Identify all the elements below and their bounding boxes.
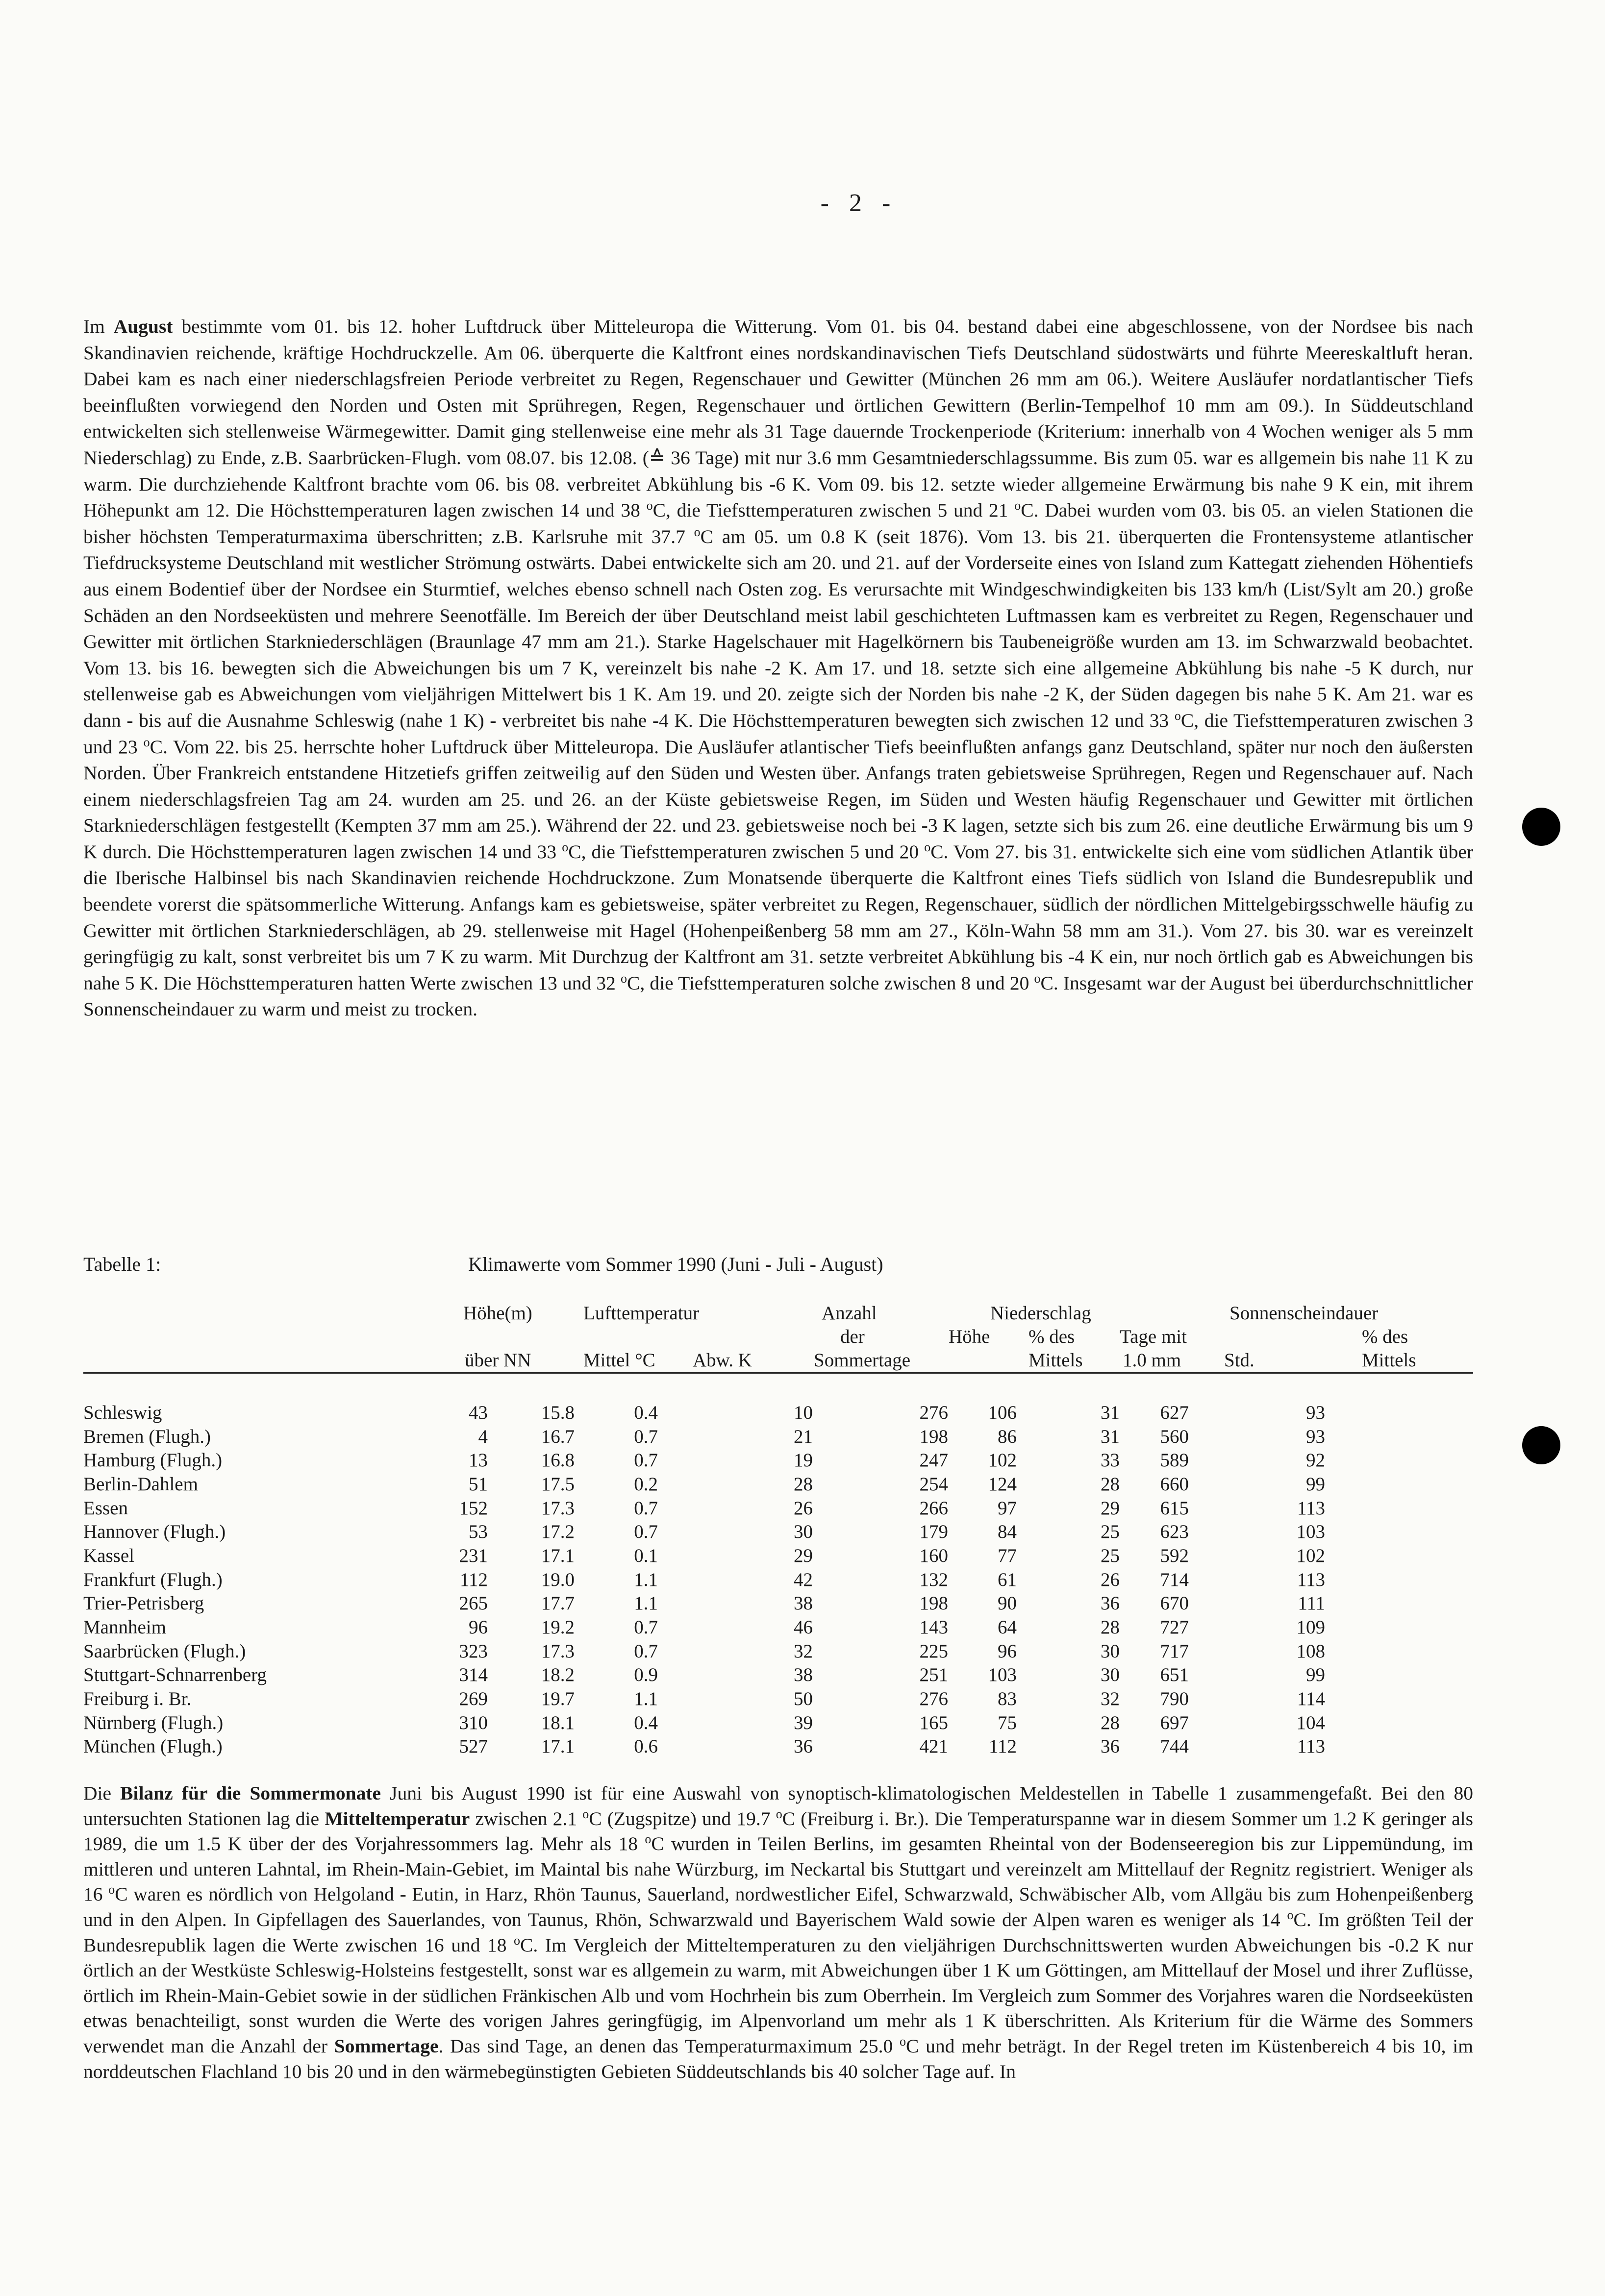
value-cell: 198: [919, 1426, 948, 1447]
value-cell: 17.5: [541, 1473, 575, 1495]
header-sonne-pct-des: % des: [1362, 1326, 1408, 1347]
table-row: [83, 1496, 1325, 1520]
value-cell: 36: [1101, 1736, 1120, 1757]
value-cell: 152: [459, 1497, 488, 1519]
value-cell: 15.8: [541, 1402, 575, 1423]
header-pct-des: % des: [1028, 1326, 1075, 1347]
station-name-cell: Mannheim: [83, 1617, 166, 1638]
punch-hole: [1522, 808, 1560, 846]
value-cell: 31: [1101, 1426, 1120, 1447]
value-cell: 113: [1297, 1569, 1325, 1590]
value-cell: 108: [1296, 1640, 1325, 1662]
header-abw: Abw. K: [693, 1350, 752, 1371]
value-cell: 114: [1297, 1688, 1325, 1710]
value-cell: 102: [1296, 1545, 1325, 1566]
table-row: [83, 1568, 1325, 1592]
table-caption: Klimawerte vom Sommer 1990 (Juni - Juli - August): [468, 1253, 883, 1275]
value-cell: 124: [988, 1473, 1017, 1495]
value-cell: 0.9: [634, 1664, 658, 1686]
value-cell: 660: [1160, 1473, 1189, 1495]
value-cell: 93: [1306, 1426, 1325, 1447]
value-cell: 0.7: [634, 1640, 658, 1662]
value-cell: 1.1: [634, 1569, 658, 1590]
header-niederschlag-hoehe: Höhe: [949, 1326, 990, 1347]
value-cell: 160: [919, 1545, 948, 1566]
value-cell: 179: [919, 1521, 948, 1543]
value-cell: 19.2: [541, 1617, 575, 1638]
value-cell: 28: [794, 1473, 813, 1495]
header-anzahl: Anzahl: [822, 1303, 877, 1324]
value-cell: 727: [1160, 1617, 1189, 1638]
climate-table: [83, 1401, 1325, 1758]
value-cell: 25: [1101, 1545, 1120, 1566]
value-cell: 19: [794, 1450, 813, 1471]
punch-hole: [1522, 1426, 1560, 1464]
value-cell: 26: [1101, 1569, 1120, 1590]
value-cell: 104: [1296, 1712, 1325, 1733]
station-name-cell: Bremen (Flugh.): [83, 1426, 211, 1447]
value-cell: 10: [794, 1402, 813, 1423]
value-cell: 106: [988, 1402, 1017, 1423]
value-cell: 39: [794, 1712, 813, 1733]
station-name-cell: Hannover (Flugh.): [83, 1521, 226, 1543]
header-lufttemperatur: Lufttemperatur: [583, 1303, 700, 1324]
value-cell: 75: [998, 1712, 1017, 1733]
value-cell: 560: [1160, 1426, 1189, 1447]
value-cell: 84: [998, 1521, 1017, 1543]
station-name-cell: Stuttgart-Schnarrenberg: [83, 1664, 267, 1686]
value-cell: 592: [1160, 1545, 1189, 1566]
header-mittel: Mittel °C: [583, 1350, 655, 1371]
value-cell: 1.1: [634, 1688, 658, 1710]
value-cell: 111: [1298, 1593, 1325, 1614]
value-cell: 103: [1296, 1521, 1325, 1543]
table-row: [83, 1615, 1325, 1639]
value-cell: 310: [459, 1712, 488, 1733]
sommertage-term: Sommertage: [334, 2035, 439, 2057]
header-hoehe: Höhe(m): [463, 1303, 532, 1324]
corresponds-symbol: ≙: [649, 446, 666, 469]
value-cell: 113: [1297, 1497, 1325, 1519]
station-name-cell: Schleswig: [83, 1402, 162, 1423]
header-pct-mittels: Mittels: [1028, 1350, 1083, 1371]
table-row: [83, 1735, 1325, 1759]
value-cell: 28: [1101, 1473, 1120, 1495]
value-cell: 0.7: [634, 1617, 658, 1638]
value-cell: 697: [1160, 1712, 1189, 1733]
value-cell: 0.7: [634, 1521, 658, 1543]
value-cell: 276: [919, 1402, 948, 1423]
page-number: - 2 -: [820, 189, 898, 217]
value-cell: 102: [988, 1450, 1017, 1471]
value-cell: 42: [794, 1569, 813, 1590]
value-cell: 314: [459, 1664, 488, 1686]
value-cell: 18.2: [541, 1664, 575, 1686]
value-cell: 19.7: [541, 1688, 575, 1710]
bilanz-heading: Bilanz für die Sommermonate: [120, 1782, 381, 1804]
value-cell: 231: [459, 1545, 488, 1566]
value-cell: 421: [919, 1736, 948, 1757]
station-name-cell: Hamburg (Flugh.): [83, 1450, 223, 1471]
value-cell: 714: [1160, 1569, 1189, 1590]
station-name-cell: Trier-Petrisberg: [83, 1593, 204, 1614]
value-cell: 32: [1101, 1688, 1120, 1710]
station-name-cell: Berlin-Dahlem: [83, 1473, 198, 1495]
value-cell: 53: [469, 1521, 488, 1543]
value-cell: 109: [1296, 1617, 1325, 1638]
value-cell: 50: [794, 1688, 813, 1710]
value-cell: 31: [1101, 1402, 1120, 1423]
mitteltemperatur-term: Mitteltemperatur: [325, 1807, 470, 1829]
value-cell: 93: [1306, 1402, 1325, 1423]
station-name-cell: Essen: [83, 1497, 128, 1519]
header-niederschlag: Niederschlag: [990, 1303, 1091, 1324]
value-cell: 1.1: [634, 1593, 658, 1614]
header-rule: [83, 1372, 1473, 1374]
value-cell: 198: [919, 1593, 948, 1614]
value-cell: 0.4: [634, 1402, 658, 1423]
value-cell: 28: [1101, 1712, 1120, 1733]
value-cell: 26: [794, 1497, 813, 1519]
value-cell: 651: [1160, 1664, 1189, 1686]
value-cell: 38: [794, 1593, 813, 1614]
station-name-cell: Nürnberg (Flugh.): [83, 1712, 224, 1733]
value-cell: 623: [1160, 1521, 1189, 1543]
value-cell: 38: [794, 1664, 813, 1686]
month-heading: August: [113, 316, 173, 337]
header-tage-mit: Tage mit: [1120, 1326, 1187, 1347]
value-cell: 18.1: [541, 1712, 575, 1733]
table-row: [83, 1425, 1325, 1449]
value-cell: 790: [1160, 1688, 1189, 1710]
value-cell: 97: [998, 1497, 1017, 1519]
value-cell: 143: [919, 1617, 948, 1638]
value-cell: 17.1: [541, 1545, 575, 1566]
table-row: [83, 1472, 1325, 1496]
value-cell: 112: [988, 1736, 1017, 1757]
table-row: [83, 1592, 1325, 1616]
value-cell: 29: [794, 1545, 813, 1566]
value-cell: 83: [998, 1688, 1017, 1710]
table-row: [83, 1520, 1325, 1544]
header-std: Std.: [1224, 1350, 1254, 1371]
station-name-cell: Saarbrücken (Flugh.): [83, 1640, 246, 1662]
header-sommertage: Sommertage: [814, 1350, 911, 1371]
station-name-cell: Freiburg i. Br.: [83, 1688, 192, 1710]
value-cell: 13: [469, 1450, 488, 1471]
value-cell: 0.4: [634, 1712, 658, 1733]
value-cell: 17.2: [541, 1521, 575, 1543]
table-row: [83, 1687, 1325, 1711]
table-row: [83, 1448, 1325, 1472]
table-row: [83, 1711, 1325, 1735]
value-cell: 30: [1101, 1640, 1120, 1662]
table-row: [83, 1663, 1325, 1687]
value-cell: 19.0: [541, 1569, 575, 1590]
value-cell: 276: [919, 1688, 948, 1710]
value-cell: 0.7: [634, 1450, 658, 1471]
value-cell: 0.7: [634, 1426, 658, 1447]
value-cell: 99: [1306, 1473, 1325, 1495]
value-cell: 25: [1101, 1521, 1120, 1543]
station-name-cell: München (Flugh.): [83, 1736, 223, 1757]
value-cell: 17.3: [541, 1497, 575, 1519]
value-cell: 0.6: [634, 1736, 658, 1757]
header-ueber-nn: über NN: [465, 1350, 531, 1371]
value-cell: 51: [469, 1473, 488, 1495]
value-cell: 96: [998, 1640, 1017, 1662]
value-cell: 717: [1160, 1640, 1189, 1662]
value-cell: 0.2: [634, 1473, 658, 1495]
value-cell: 132: [919, 1569, 948, 1590]
value-cell: 30: [1101, 1664, 1120, 1686]
value-cell: 269: [459, 1688, 488, 1710]
value-cell: 36: [1101, 1593, 1120, 1614]
value-cell: 247: [919, 1450, 948, 1471]
value-cell: 32: [794, 1640, 813, 1662]
value-cell: 64: [998, 1617, 1017, 1638]
value-cell: 30: [794, 1521, 813, 1543]
value-cell: 16.7: [541, 1426, 575, 1447]
value-cell: 266: [919, 1497, 948, 1519]
value-cell: 16.8: [541, 1450, 575, 1471]
value-cell: 0.1: [634, 1545, 658, 1566]
value-cell: 0.7: [634, 1497, 658, 1519]
value-cell: 17.7: [541, 1593, 575, 1614]
value-cell: 251: [919, 1664, 948, 1686]
value-cell: 254: [919, 1473, 948, 1495]
value-cell: 265: [459, 1593, 488, 1614]
station-name-cell: Kassel: [83, 1545, 134, 1566]
table-row: [83, 1544, 1325, 1568]
value-cell: 744: [1160, 1736, 1189, 1757]
value-cell: 46: [794, 1617, 813, 1638]
value-cell: 90: [998, 1593, 1017, 1614]
august-weather-paragraph: Im August bestimmte vom 01. bis 12. hoher Luftdruck über Mitteleuropa die Witterung. Vom 01. bis 04. bestand dabei eine abgeschlossene, von der Nordsee bis nach Skandinavien reichende, kräftige Hochdruckzelle. Am 06. überquerte die Kaltfront eines nordskandinavischen Tiefs Deutschland südostwärts und führte Meereskaltluft heran. Dabei kam es nach einer niederschlagsfreien Periode verbreitet zu Regen, Regenschauer und Gewitter (München 26 mm am 06.). Weitere Ausläufer nordatlantischer Tiefs beeinflußten vorwiegend den Norden und Osten mit Sprühregen, Regen, Regenschauer und örtlichen Gewittern (Berlin-Tempelhof 10 mm am 09.). In Süddeutschland entwickelten sich stellenweise Wärmegewitter. Damit ging stellenweise eine mehr als 31 Tage dauernde Trockenperiode (Kriterium: innerhalb von 4 Wochen weniger als 5 mm Niederschlag) zu Ende, z.B. Saarbrücken-Flugh. vom 08.07. bis 12.08. (≙ 36 Tage) mit nur 3.6 mm Gesamtniederschlagssumme. Bis zum 05. war es allgemein bis nahe 11 K zu warm. Die durchziehende Kaltfront brachte vom 06. bis 08. verbreitet Abkühlung bis -6 K. Vom 09. bis 12. setzte wieder allgemeine Erwärmung bis nahe 9 K ein, mit ihrem Höhepunkt am 12. Die Höchsttemperaturen lagen zwischen 14 und 38 $^o$C, die Tiefsttemperaturen zwischen 5 und 21 $^o$C. Dabei wurden vom 03. bis 05. an vielen Stationen die bisher höchsten Temperaturmaxima überschritten; z.B. Karlsruhe mit 37.7 $^o$C am 05. um 0.8 K (seit 1876). Vom 13. bis 21. überquerten die Frontensysteme atlantischer Tiefdrucksysteme Deutschland mit westlicher Strömung ostwärts. Dabei entwickelte sich am 20. und 21. auf der Vorderseite eines von Island zum Kattegatt ziehenden Höhentiefs aus einem Bodentief über der Nordsee ein Sturmtief, welches ebenso schnell nach Osten zog. Es verursachte mit Windgeschwindigkeiten bis 133 km/h (List/Sylt am 20.) große Schäden an den Nordseeküsten und mehrere Seenotfälle. Im Bereich der über Deutschland meist labil geschichteten Luftmassen kam es verbreitet zu Regen, Regenschauer und Gewitter mit örtlichen Starkniederschlägen (Braunlage 47 mm am 21.). Starke Hagelschauer mit Hagelkörnern bis Taubeneigröße wurden am 13. im Schwarzwald beobachtet. Vom 13. bis 16. bewegten sich die Abweichungen bis um 7 K, vereinzelt bis nahe -2 K. Am 17. und 18. setzte sich eine allgemeine Abkühlung bis nahe -5 K durch, nur stellenweise gab es Abweichungen vom vieljährigen Mittelwert bis 1 K. Am 19. und 20. zeigte sich der Norden bis nahe -2 K, der Süden dagegen bis nahe 5 K. Am 21. war es dann - bis auf die Ausnahme Schleswig (nahe 1 K) - verbreitet bis nahe -4 K. Die Höchsttemperaturen bewegten sich zwischen 12 und 33 $^o$C, die Tiefsttemperaturen zwischen 3 und 23 $^o$C. Vom 22. bis 25. herrschte hoher Luftdruck über Mitteleuropa. Die Ausläufer atlantischer Tiefs beeinflußten anfangs ganz Deutschland, später nur noch den äußersten Norden. Über Frankreich entstandene Hitzetiefs griffen zeitweilig auf den Süden und Westen über. Anfangs traten gebietsweise Sprühregen, Regen und Regenschauer auf. Nach einem niederschlagsfreien Tag am 24. wurden am 25. und 26. an der Küste gebietsweise Regen, im Süden und Westen häufig Regenschauer und Gewitter mit örtlichen Starkniederschlägen festgestellt (Kempten 37 mm am 25.). Während der 22. und 23. gebietsweise noch bei -3 K lagen, setzte sich bis zum 26. eine deutliche Erwärmung bis um 9 K durch. Die Höchsttemperaturen lagen zwischen 14 und 33 $^o$C, die Tiefsttemperaturen zwischen 5 und 20 $^o$C. Vom 27. bis 31. entwickelte sich eine vom südlichen Atlantik über die Iberische Halbinsel bis nach Skandinavien reichende Hochdruckzone. Zum Monatsende überquerte die Kaltfront eines Tiefs südlich von Island die Bundesrepublik und beendete vorerst die spätsommerliche Witterung. Anfangs kam es gebietsweise, später verbreitet zu Regen, Regenschauer, südlich der nördlichen Mittelgebirgsschwelle häufig zu Gewitter mit örtlichen Starkniederschlägen, ab 29. stellenweise mit Hagel (Hohenpeißenberg 58 mm am 27., Köln-Wahn 58 mm am 31.). Vom 27. bis 30. war es vereinzelt geringfügig zu kalt, sonst verbreitet bis um 7 K zu warm. Mit Durchzug der Kaltfront am 31. setzte verbreitet Abkühlung bis -4 K ein, nur noch örtlich gab es Abweichungen bis nahe 5 K. Die Höchsttemperaturen hatten Werte zwischen 13 und 32 $^o$C, die Tiefsttemperaturen solche zwischen 8 und 20 $^o$C. Insgesamt war der August bei überdurchschnittlicher Sonnenscheindauer zu warm und meist zu trocken.: [83, 316, 1474, 1020]
header-sonne-pct-mittels: Mittels: [1362, 1350, 1416, 1371]
value-cell: 4: [478, 1426, 488, 1447]
value-cell: 77: [998, 1545, 1017, 1566]
value-cell: 28: [1101, 1617, 1120, 1638]
value-cell: 33: [1101, 1450, 1120, 1471]
table-row: [83, 1401, 1325, 1425]
value-cell: 589: [1160, 1450, 1189, 1471]
value-cell: 99: [1306, 1664, 1325, 1686]
value-cell: 17.3: [541, 1640, 575, 1662]
value-cell: 113: [1297, 1736, 1325, 1757]
table-label: Tabelle 1:: [83, 1253, 161, 1275]
value-cell: 670: [1160, 1593, 1189, 1614]
value-cell: 165: [919, 1712, 948, 1733]
value-cell: 21: [794, 1426, 813, 1447]
value-cell: 17.1: [541, 1736, 575, 1757]
value-cell: 36: [794, 1736, 813, 1757]
value-cell: 61: [998, 1569, 1017, 1590]
table-row: [83, 1639, 1325, 1663]
value-cell: 527: [459, 1736, 488, 1757]
value-cell: 86: [998, 1426, 1017, 1447]
value-cell: 627: [1160, 1402, 1189, 1423]
value-cell: 43: [469, 1402, 488, 1423]
value-cell: 225: [919, 1640, 948, 1662]
value-cell: 112: [459, 1569, 488, 1590]
value-cell: 29: [1101, 1497, 1120, 1519]
value-cell: 103: [988, 1664, 1017, 1686]
value-cell: 323: [459, 1640, 488, 1662]
header-1mm: 1.0 mm: [1123, 1350, 1181, 1371]
header-der: der: [840, 1326, 865, 1347]
header-sonnenscheindauer: Sonnenscheindauer: [1229, 1303, 1379, 1324]
value-cell: 615: [1160, 1497, 1189, 1519]
summer-balance-paragraph: Die Bilanz für die Sommermonate Juni bis August 1990 ist für eine Auswahl von synoptisch-klimatologischen Meldestellen in Tabelle 1 zusammengefaßt. Bei den 80 untersuchten Stationen lag die Mitteltemperatur zwischen 2.1 $^o$C (Zugspitze) und 19.7 $^o$C (Freiburg i. Br.). Die Temperaturspanne war in diesem Sommer um 1.2 K geringer als 1989, die um 1.5 K über der des Vorjahressommers lag. Mehr als 18 $^o$C wurden in Teilen Berlins, im gesamten Rheintal von der Bodenseeregion bis zur Lippemündung, im mittleren und unteren Lahntal, im Rhein-Main-Gebiet, im Maintal bis nahe Würzburg, im Neckartal bis Stuttgart und vereinzelt am Mittellauf der Regnitz registriert. Weniger als 16 $^o$C waren es nördlich von Helgoland - Eutin, in Harz, Rhön Taunus, Sauerland, nordwestlicher Eifel, Schwarzwald, Schwäbischer Alb, vom Allgäu bis zum Hohenpeißenberg und in den Alpen. In Gipfellagen des Sauerlandes, von Taunus, Rhön, Schwarzwald und Bayerischem Wald sowie der Alpen waren es weniger als 14 $^o$C. Im größten Teil der Bundesrepublik lagen die Werte zwischen 16 und 18 $^o$C. Im Vergleich der Mitteltemperaturen zu den vieljährigen Durchschnittswerten wurden Abweichungen bis -0.2 K nur örtlich an der Westküste Schleswig-Holsteins festgestellt, sonst war es allgemein zu warm, mit Abweichungen über 1 K um Göttingen, am Mittellauf der Mosel und ihrer Zuflüsse, örtlich im Rhein-Main-Gebiet sowie in der südlichen Fränkischen Alb und vom Hochrhein bis zum Oberrhein. Im Vergleich zum Sommer des Vorjahres waren die Nordseeküsten etwas benachteiligt, sonst wurden die Werte des vorigen Jahres geringfügig, im Alpenvorland um mehr als 1 K überschritten. Als Kriterium für die Wärme des Sommers verwendet man die Anzahl der Sommertage. Das sind Tage, an denen das Temperaturmaximum 25.0 $^o$C und mehr beträgt. In der Regel treten im Küstenbereich 4 bis 10, im norddeutschen Flachland 10 bis 20 und in den wärmebegünstigten Gebieten Süddeutschlands bis 40 solcher Tage auf. In: [83, 1782, 1474, 2082]
value-cell: 92: [1306, 1450, 1325, 1471]
value-cell: 96: [469, 1617, 488, 1638]
station-name-cell: Frankfurt (Flugh.): [83, 1569, 223, 1590]
